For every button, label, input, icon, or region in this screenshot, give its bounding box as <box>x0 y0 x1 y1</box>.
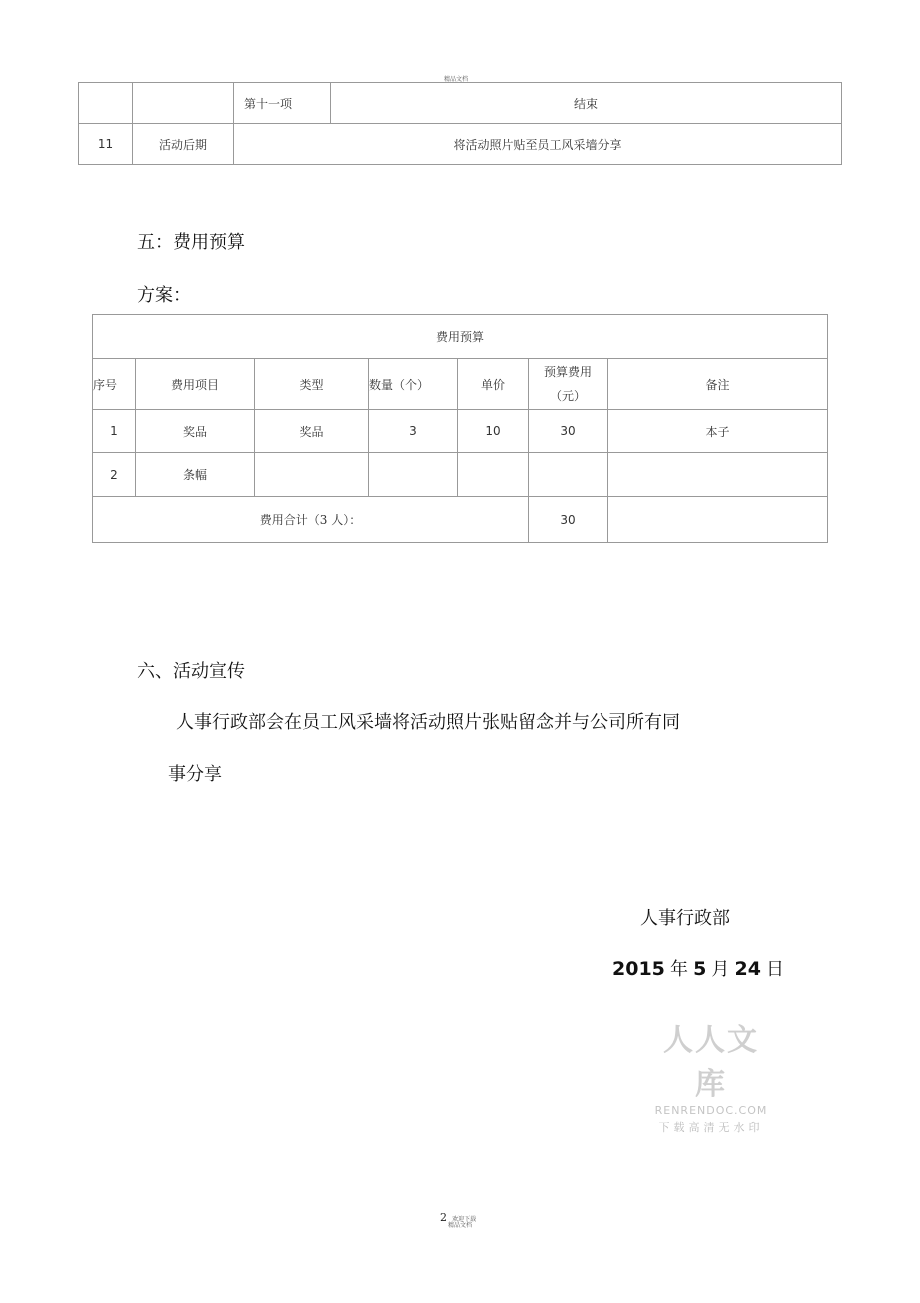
no-cell: 11 <box>79 124 133 165</box>
table-total-row <box>93 497 828 543</box>
header-cell: 序号 <box>93 359 136 410</box>
header-note: 精品文档 <box>444 76 469 83</box>
total-note-cell <box>608 497 828 543</box>
table-cell <box>529 453 608 497</box>
budget-table <box>92 314 828 543</box>
section5-subtitle: 方案： <box>137 285 191 306</box>
section6-paragraph-line1: 人事行政部会在员工风采墙将活动照片张贴留念并与公司所有同 <box>176 712 680 733</box>
table-row <box>93 453 828 497</box>
header-cell: 类型 <box>255 359 369 410</box>
budget-table-title: 费用预算 <box>93 315 828 359</box>
header-cell-line: 预算费用 <box>543 365 592 379</box>
signature-department: 人事行政部 <box>640 908 730 929</box>
page-number: 2 <box>440 1211 447 1224</box>
table-cell: 本子 <box>608 410 828 453</box>
content-cell: 结束 <box>331 83 842 124</box>
watermark <box>648 1015 774 1135</box>
table-row <box>93 410 828 453</box>
table-cell: 2 <box>93 453 136 497</box>
table-cell: 奖品 <box>255 410 369 453</box>
phase-cell: 活动后期 <box>133 124 234 165</box>
header-cell-line: （元） <box>549 389 586 403</box>
signature-date <box>612 955 784 981</box>
watermark-title: 人人文库 <box>663 1023 759 1102</box>
total-value-cell: 30 <box>529 497 608 543</box>
header-cell: 数量（个） <box>369 359 458 410</box>
table-cell: 10 <box>458 410 529 453</box>
section5-title: 五：费用预算 <box>137 232 245 253</box>
date-month: 5 <box>693 958 707 980</box>
table-header-row <box>93 359 828 410</box>
header-cell: 费用项目 <box>136 359 255 410</box>
footer-note: 精品文档 <box>448 1222 473 1229</box>
table-cell: 30 <box>529 410 608 453</box>
watermark-slogan: 下载高清无水印 <box>658 1121 764 1134</box>
table-row <box>79 124 842 165</box>
table-cell: 条幅 <box>136 453 255 497</box>
table-cell <box>255 453 369 497</box>
table-row <box>79 83 842 124</box>
content-cell: 将活动照片贴至员工风采墙分享 <box>234 124 842 165</box>
table-cell: 3 <box>369 410 458 453</box>
table-cell <box>458 453 529 497</box>
table-cell <box>369 453 458 497</box>
table-cell <box>608 453 828 497</box>
table-cell: 1 <box>93 410 136 453</box>
header-cell: 备注 <box>608 359 828 410</box>
date-month-unit: 月 <box>711 959 730 980</box>
watermark-site: RENRENDOC.COM <box>654 1104 768 1117</box>
date-year: 2015 <box>612 958 665 980</box>
date-day-unit: 日 <box>766 959 785 980</box>
item-cell: 第十一项 <box>234 83 331 124</box>
schedule-table <box>78 82 842 165</box>
footer-text: 欢迎下载 <box>452 1216 477 1223</box>
table-row <box>93 315 828 359</box>
section6-paragraph-line2: 事分享 <box>168 764 222 785</box>
section6-title: 六、活动宣传 <box>137 661 245 682</box>
total-label-cell: 费用合计（3 人）： <box>93 497 529 543</box>
date-day: 24 <box>734 958 761 980</box>
header-cell: 单价 <box>458 359 529 410</box>
header-cell <box>529 359 608 410</box>
table-cell <box>133 83 234 124</box>
table-cell: 奖品 <box>136 410 255 453</box>
date-year-unit: 年 <box>669 959 688 980</box>
table-cell <box>79 83 133 124</box>
